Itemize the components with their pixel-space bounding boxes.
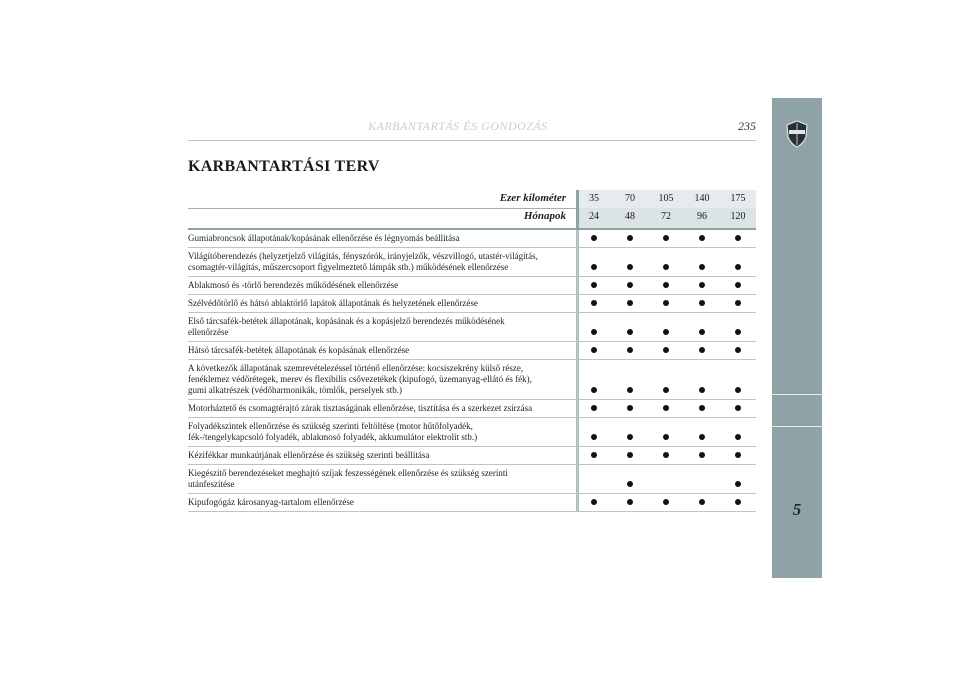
mark-cell <box>648 489 684 493</box>
mark-cell <box>684 498 720 511</box>
check-dot-icon <box>699 235 705 241</box>
check-dot-icon <box>735 434 741 440</box>
check-dot-icon <box>627 387 633 393</box>
row-marks <box>576 418 756 446</box>
km-value: 140 <box>694 193 710 204</box>
check-dot-icon <box>735 452 741 458</box>
mark-cell <box>576 433 612 446</box>
description-line: utánfeszítése <box>188 479 235 489</box>
tab-divider <box>772 426 822 427</box>
row-marks <box>576 342 756 359</box>
mark-cell <box>612 346 648 359</box>
table-row <box>188 342 756 360</box>
table-row <box>188 277 756 295</box>
description-line: Motorháztető és csomagtérajtó zárak tisztaságának ellenőrzése, tisztítása és a szerkezet zsírzása <box>188 403 533 413</box>
row-description <box>188 313 570 341</box>
row-description <box>188 494 570 511</box>
row-description <box>188 248 570 276</box>
description-line: Kiegészítő berendezéseket meghajtó szíjak feszességének ellenőrzése és szükség szerinti <box>188 468 508 478</box>
row-description <box>188 447 570 464</box>
mark-cell <box>720 299 756 312</box>
table-row <box>188 360 756 400</box>
check-dot-icon <box>627 405 633 411</box>
check-dot-icon <box>735 347 741 353</box>
months-header-row <box>188 208 756 230</box>
mark-cell <box>576 281 612 294</box>
check-dot-icon <box>699 300 705 306</box>
mark-cell <box>576 346 612 359</box>
mark-cell <box>648 281 684 294</box>
mark-cell <box>648 386 684 399</box>
mark-cell <box>576 498 612 511</box>
running-title: KARBANTARTÁS ÉS GONDOZÁS <box>368 119 548 133</box>
check-dot-icon <box>627 300 633 306</box>
row-description <box>188 400 570 417</box>
km-header-label: Ezer kilométer <box>499 192 566 204</box>
description-line: Világítóberendezés (helyzetjelző világítás, fényszórók, irányjelzők, vészvillogó, utastér-világítás, <box>188 251 538 261</box>
check-dot-icon <box>591 499 597 505</box>
table-rows <box>188 230 756 512</box>
description-line: ellenőrzése <box>188 327 229 337</box>
description-line: Hátsó tárcsafék-betétek állapotának és kopásának ellenőrzése <box>188 345 410 355</box>
check-dot-icon <box>591 282 597 288</box>
table-row <box>188 494 756 512</box>
mark-cell <box>720 328 756 341</box>
mark-cell <box>612 386 648 399</box>
row-marks <box>576 494 756 511</box>
row-description <box>188 295 570 312</box>
mark-cell <box>612 480 648 493</box>
months-header-label: Hónapok <box>523 210 566 222</box>
table-row <box>188 400 756 418</box>
check-dot-icon <box>663 387 669 393</box>
check-dot-icon <box>627 434 633 440</box>
check-dot-icon <box>735 264 741 270</box>
mark-cell <box>612 263 648 276</box>
mark-cell <box>648 299 684 312</box>
row-marks <box>576 447 756 464</box>
row-description <box>188 277 570 294</box>
description-line: Kézifékkar munkaútjának ellenőrzése és szükség szerinti beállítása <box>188 450 430 460</box>
check-dot-icon <box>699 499 705 505</box>
description-line: A következők állapotának szemrevételezéssel történő ellenőrzése: kocsiszekrény külső része, <box>188 363 524 373</box>
mark-cell <box>720 281 756 294</box>
mark-cell <box>684 281 720 294</box>
mark-cell <box>576 386 612 399</box>
check-dot-icon <box>663 264 669 270</box>
check-dot-icon <box>735 387 741 393</box>
description-line: Folyadékszintek ellenőrzése és szükség szerinti feltöltése (motor hűtőfolyadék, <box>188 421 473 431</box>
row-description <box>188 418 570 446</box>
km-value: 35 <box>589 193 599 204</box>
check-dot-icon <box>627 235 633 241</box>
check-dot-icon <box>663 282 669 288</box>
description-line: Első tárcsafék-betétek állapotának, kopásának és a kopásjelző berendezés működésének <box>188 316 505 326</box>
check-dot-icon <box>627 481 633 487</box>
check-dot-icon <box>699 264 705 270</box>
month-value: 120 <box>730 211 746 222</box>
check-dot-icon <box>627 452 633 458</box>
section-number: 5 <box>792 500 802 519</box>
description-line: Kipufogógáz károsanyag-tartalom ellenőrzése <box>188 497 354 507</box>
mark-cell <box>684 489 720 493</box>
mark-cell <box>720 480 756 493</box>
mark-cell <box>648 451 684 464</box>
check-dot-icon <box>591 405 597 411</box>
table-row <box>188 313 756 342</box>
check-dot-icon <box>663 434 669 440</box>
table-row <box>188 295 756 313</box>
running-head <box>188 116 756 141</box>
check-dot-icon <box>627 264 633 270</box>
mark-cell <box>720 433 756 446</box>
km-value: 175 <box>730 193 746 204</box>
check-dot-icon <box>627 329 633 335</box>
section-tab <box>772 98 822 578</box>
header-strip <box>576 208 579 228</box>
maintenance-table <box>188 190 756 512</box>
description-line: csomagtér-világítás, műszercsoport figyelmeztető lámpák stb.) működésének ellenőrzése <box>188 262 509 272</box>
mark-cell <box>720 263 756 276</box>
row-marks <box>576 277 756 294</box>
mark-cell <box>576 263 612 276</box>
mark-cell <box>720 404 756 417</box>
row-marks <box>576 465 756 493</box>
mark-cell <box>612 451 648 464</box>
mark-cell <box>720 386 756 399</box>
check-dot-icon <box>699 405 705 411</box>
check-dot-icon <box>735 481 741 487</box>
mark-cell <box>684 433 720 446</box>
row-marks <box>576 230 756 247</box>
row-marks <box>576 360 756 399</box>
mark-cell <box>576 299 612 312</box>
mark-cell <box>576 489 612 493</box>
check-dot-icon <box>735 282 741 288</box>
mark-cell <box>720 234 756 247</box>
mark-cell <box>684 328 720 341</box>
km-value: 70 <box>625 193 635 204</box>
row-description <box>188 230 570 247</box>
check-dot-icon <box>591 452 597 458</box>
mark-cell <box>612 299 648 312</box>
check-dot-icon <box>663 347 669 353</box>
month-value: 96 <box>697 211 707 222</box>
header-strip <box>576 190 579 208</box>
check-dot-icon <box>591 387 597 393</box>
mark-cell <box>684 234 720 247</box>
check-dot-icon <box>591 329 597 335</box>
description-line: fenéklemez védőrétegek, merev és flexibilis csővezetékek (kipufogó, üzemanyag-ellátó és fék), <box>188 374 532 384</box>
km-value: 105 <box>658 193 674 204</box>
mark-cell <box>648 404 684 417</box>
table-row <box>188 465 756 494</box>
mark-cell <box>612 328 648 341</box>
check-dot-icon <box>591 434 597 440</box>
table-row <box>188 230 756 248</box>
month-value: 48 <box>625 211 635 222</box>
mark-cell <box>684 299 720 312</box>
check-dot-icon <box>591 347 597 353</box>
check-dot-icon <box>663 499 669 505</box>
mark-cell <box>720 498 756 511</box>
check-dot-icon <box>735 499 741 505</box>
check-dot-icon <box>591 264 597 270</box>
table-row <box>188 248 756 277</box>
mark-cell <box>612 498 648 511</box>
check-dot-icon <box>735 235 741 241</box>
mark-cell <box>720 451 756 464</box>
mark-cell <box>576 404 612 417</box>
mark-cell <box>612 404 648 417</box>
check-dot-icon <box>735 405 741 411</box>
mark-cell <box>576 328 612 341</box>
check-dot-icon <box>699 329 705 335</box>
mark-cell <box>648 346 684 359</box>
row-description <box>188 342 570 359</box>
km-columns <box>576 190 756 208</box>
row-marks <box>576 313 756 341</box>
check-dot-icon <box>663 329 669 335</box>
table-row <box>188 447 756 465</box>
description-line: gumi alkatrészek (védőharmonikák, tömlők, perselyek stb.) <box>188 385 402 395</box>
page-number: 235 <box>738 119 756 133</box>
check-dot-icon <box>735 300 741 306</box>
check-dot-icon <box>627 282 633 288</box>
mark-cell <box>684 346 720 359</box>
mark-cell <box>684 386 720 399</box>
row-marks <box>576 400 756 417</box>
mark-cell <box>684 451 720 464</box>
page-title: KARBANTARTÁSI TERV <box>188 158 380 175</box>
check-dot-icon <box>663 452 669 458</box>
mark-cell <box>648 433 684 446</box>
mark-cell <box>576 234 612 247</box>
mark-cell <box>684 404 720 417</box>
mark-cell <box>720 346 756 359</box>
lancia-shield-icon <box>785 120 809 148</box>
check-dot-icon <box>699 434 705 440</box>
row-marks <box>576 248 756 276</box>
mark-cell <box>684 263 720 276</box>
check-dot-icon <box>699 347 705 353</box>
mark-cell <box>648 234 684 247</box>
check-dot-icon <box>663 235 669 241</box>
mark-cell <box>612 281 648 294</box>
mark-cell <box>648 328 684 341</box>
description-line: fék-/tengelykapcsoló folyadék, ablakmosó folyadék, akkumulátor elektrolit stb.) <box>188 432 478 442</box>
check-dot-icon <box>591 300 597 306</box>
check-dot-icon <box>699 452 705 458</box>
check-dot-icon <box>591 235 597 241</box>
description-line: Szélvédőtörlő és hátsó ablaktörlő lapátok állapotának és helyzetének ellenőrzése <box>188 298 478 308</box>
month-columns <box>576 208 756 228</box>
check-dot-icon <box>627 347 633 353</box>
tab-divider <box>772 394 822 395</box>
description-line: Gumiabroncsok állapotának/kopásának ellenőrzése és légnyomás beállítása <box>188 233 460 243</box>
check-dot-icon <box>663 405 669 411</box>
km-header-row <box>188 190 756 208</box>
description-line: Ablakmosó és -törlő berendezés működésének ellenőrzése <box>188 280 399 290</box>
table-row <box>188 418 756 447</box>
row-description <box>188 360 570 399</box>
row-description <box>188 465 570 493</box>
row-marks <box>576 295 756 312</box>
check-dot-icon <box>699 387 705 393</box>
mark-cell <box>648 263 684 276</box>
month-value: 72 <box>661 211 671 222</box>
mark-cell <box>648 498 684 511</box>
check-dot-icon <box>735 329 741 335</box>
check-dot-icon <box>663 300 669 306</box>
check-dot-icon <box>627 499 633 505</box>
check-dot-icon <box>699 282 705 288</box>
mark-cell <box>576 451 612 464</box>
month-value: 24 <box>589 211 599 222</box>
mark-cell <box>612 433 648 446</box>
mark-cell <box>612 234 648 247</box>
